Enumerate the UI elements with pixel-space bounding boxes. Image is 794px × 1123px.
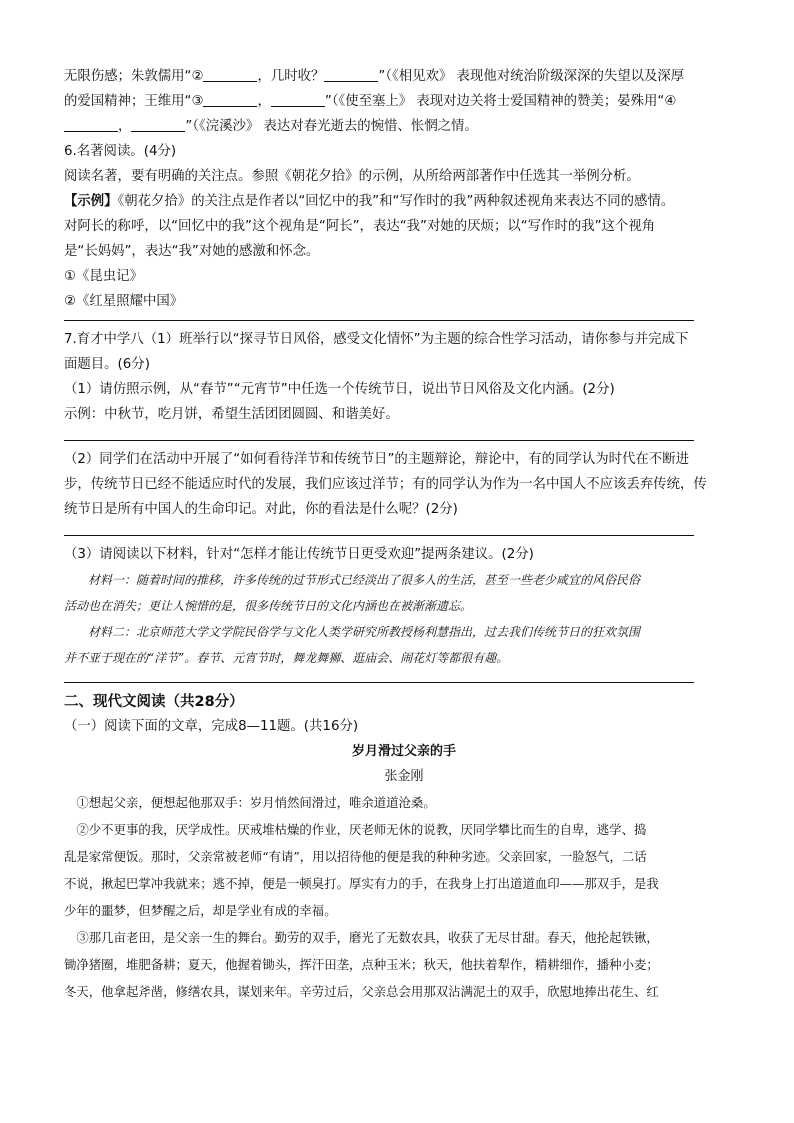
q7-sub1-example: 示例：中秋节，吃月饼，希望生活团团圆圆、和谐美好。 xyxy=(64,407,399,422)
paragraph-2-line-2: 乱是家常便饭。那时，父亲常被老师“有请”，用以招待他的便是我的种种劣迹。父亲回家，一脸怒气，二话 xyxy=(64,849,647,864)
text: 无限伤感；朱敦儒用“② xyxy=(64,69,204,84)
q7-sub1: （1）请仿照示例，从“春节”“元宵节”中任选一个传统节日，说出节日风俗及文化内涵。(2分) xyxy=(64,382,615,397)
text: ， xyxy=(118,119,132,134)
paragraph-3-line-1: ③那几亩老田，是父亲一生的舞台。勤劳的双手，磨光了无数农具，收获了无尽甘甜。春天，他抡起铁锹， xyxy=(76,930,659,945)
q7-sub2-line-2: 步，传统节日已经不能适应时代的发展，我们应该过洋节；有的同学认为作为一名中国人不应该丢弃传统，传 xyxy=(64,477,707,492)
article-author: 张金刚 xyxy=(384,769,424,784)
paragraph-1: ①想起父亲，便想起他那双手：岁月悄然间滑过，唯余道道沧桑。 xyxy=(76,795,436,810)
material-1-line-2: 活动也在消失；更让人惋惜的是，很多传统节日的文化内涵也在被渐渐遗忘。 xyxy=(64,599,473,613)
poem-line-3 xyxy=(64,114,744,139)
q7-sub2-line-3: 统节日是所有中国人的生命印记。对此，你的看法是什么呢？(2分) xyxy=(64,502,458,517)
q7-title-line-2: 面题目。(6分) xyxy=(64,357,150,372)
paragraph-3-line-2: 锄净猪圈，堆肥备耕；夏天，他握着锄头，挥汗田垄，点种玉米；秋天，他扶着犁作，精耕细作，播种小麦； xyxy=(64,957,659,972)
text: 《朝花夕拾》的关注点是作者以“回忆中的我”和“写作时的我”两种叙述视角来表达不同的感情。 xyxy=(117,194,675,209)
paragraph-2-line-3: 不说，揪起巴掌冲我就来；逃不掉，便是一顿臭打。厚实有力的手，在我身上打出道道血印——那双手，是我 xyxy=(64,876,659,891)
q7-sub2-line-1: （2）同学们在活动中开展了“如何看待洋节和传统节日”的主题辩论，辩论中，有的同学认为时代在不断进 xyxy=(64,452,689,467)
text: ”（《使至塞上》 表现对边关将士爱国精神的赞美；晏殊用“④ xyxy=(324,94,677,109)
text: ”（《浣溪沙》 表达对春光逝去的惋惜、怅惘之情。 xyxy=(185,119,478,134)
answer-blank[interactable] xyxy=(131,117,185,132)
material-2-line-1: 材料二：北京师范大学文学院民俗学与文化人类学研究所教授杨利慧指出，过去我们传统节日的狂欢氛围 xyxy=(88,625,641,639)
section-title: 二、现代文阅读（共28分） xyxy=(64,694,244,710)
q7-sub3: （3）请阅读以下材料，针对“怎样才能让传统节日更受欢迎”提两条建议。(2分) xyxy=(64,547,534,562)
text: 的爱国精神；王维用“③ xyxy=(64,94,204,109)
answer-blank[interactable] xyxy=(203,67,257,82)
q6-title: 6.名著阅读。(4分) xyxy=(64,144,177,159)
q6-option-2: ②《红星照耀中国》 xyxy=(64,294,184,309)
answer-blank[interactable] xyxy=(64,117,118,132)
answer-blank[interactable] xyxy=(271,92,325,107)
paragraph-2-line-4: 少年的噩梦，但梦醒之后，却是学业有成的幸福。 xyxy=(64,903,337,918)
text: ，几时收？ xyxy=(257,69,325,84)
answer-blank[interactable] xyxy=(324,67,378,82)
answer-line[interactable] xyxy=(64,681,694,683)
q6-option-1: ①《昆虫记》 xyxy=(64,269,143,284)
exam-page xyxy=(64,64,744,1005)
answer-blank[interactable] xyxy=(203,92,257,107)
section-subtitle: （一）阅读下面的文章，完成8—11题。(共16分) xyxy=(64,719,359,734)
text: ， xyxy=(257,94,271,109)
q6-example-line-2: 对阿长的称呼，以“回忆中的我”这个视角是“阿长”，表达“我”对她的厌烦；以“写作时的我”这个视角 xyxy=(64,219,656,234)
poem-line-1 xyxy=(64,64,744,89)
q6-prompt: 阅读名著，要有明确的关注点。参照《朝花夕拾》的示例，从所给两部著作中任选其一举例分析。 xyxy=(64,169,640,184)
material-2-line-2: 并不亚于现在的“洋节”。春节、元宵节时，舞龙舞狮、逛庙会、闹花灯等都很有趣。 xyxy=(64,651,509,665)
q7-title-line-1: 7.育才中学八（1）班举行以“探寻节日风俗，感受文化情怀”为主题的综合性学习活动，请你参与并完成下 xyxy=(64,332,689,347)
paragraph-2-line-1: ②少不更事的我，厌学成性。厌戒堆枯燥的作业，厌老师无休的说教，厌同学攀比而生的自卑，逃学、捣 xyxy=(76,822,647,837)
text: ”（《相见欢》 表现他对统治阶级深深的失望以及深厚 xyxy=(378,69,685,84)
poem-line-2 xyxy=(64,89,744,114)
example-label: 【示例】 xyxy=(64,194,118,209)
q6-example-line-3: 是“长妈妈”，表达“我”对她的感激和怀念。 xyxy=(64,244,320,259)
answer-line[interactable] xyxy=(64,439,694,441)
material-1-line-1: 材料一：随着时间的推移，许多传统的过节形式已经淡出了很多人的生活，甚至一些老少咸宜的风俗民俗 xyxy=(88,573,641,587)
article-title: 岁月滑过父亲的手 xyxy=(351,744,456,759)
answer-line[interactable] xyxy=(64,534,694,536)
q6-example-line-1 xyxy=(64,189,744,214)
paragraph-3-line-3: 冬天，他拿起斧凿，修缮农具，谋划来年。辛劳过后，父亲总会用那双沾满泥土的双手，欣慰地捧出花生、红 xyxy=(64,984,659,999)
answer-line[interactable] xyxy=(64,319,694,321)
